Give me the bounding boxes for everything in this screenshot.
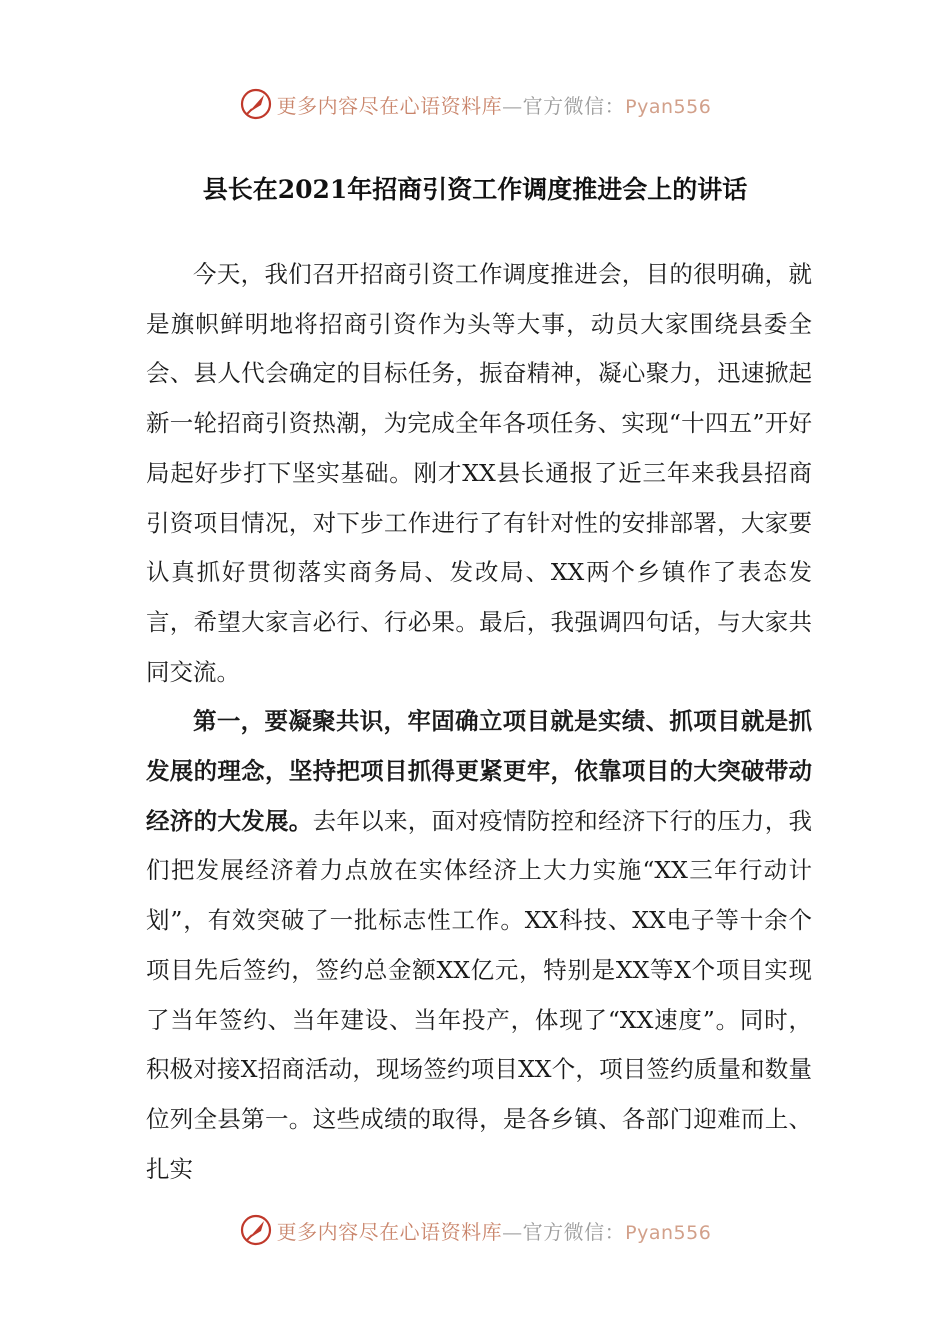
document-body bbox=[146, 250, 812, 1194]
watermark-wechat-id: Pyan556 bbox=[625, 95, 712, 118]
document-title: 县长在2021年招商引资工作调度推进会上的讲话 bbox=[202, 175, 748, 204]
paragraph-intro: 今天，我们召开招商引资工作调度推进会，目的很明确，就是旗帜鲜明地将招商引资作为头等大事，动员大家围绕县委全会、县人代会确定的目标任务，振奋精神，凝心聚力，迅速掀起新一轮招商引资热潮，为完成全年各项任务、实现“十四五”开好局起好步打下坚实基础。刚才XX县长通报了近三年来我县招商引资项目情况，对下步工作进行了有针对性的安排部署，大家要认真抓好贯彻落实商务局、发改局、XX两个乡镇作了表态发言，希望大家言必行、行必果。最后，我强调四句话，与大家共同交流。 bbox=[146, 260, 812, 686]
paragraph-first-point bbox=[146, 697, 812, 1194]
watermark-brand: 更多内容尽在心语资料库 bbox=[276, 1219, 503, 1244]
watermark-wechat-label: 官方微信： bbox=[522, 93, 626, 118]
quill-logo-icon bbox=[239, 1213, 273, 1247]
footer-watermark-banner bbox=[0, 1210, 950, 1250]
paragraph-first-point-body: 去年以来，面对疫情防控和经济下行的压力，我们把发展经济着力点放在实体经济上大力实施“XX三年行动计划”，有效突破了一批标志性工作。XX科技、XX电子等十余个项目先后签约，签约总金额XX亿元，特别是XX等X个项目实现了当年签约、当年建设、当年投产，体现了“XX速度”。同时，积极对接X招商活动，现场签约项目XX个，项目签约质量和数量位列全县第一。这些成绩的取得，是各乡镇、各部门迎难而上、扎实 bbox=[146, 806, 813, 1183]
watermark-brand: 更多内容尽在心语资料库 bbox=[276, 93, 503, 118]
watermark-separator: — bbox=[502, 93, 523, 118]
header-watermark-banner bbox=[0, 84, 950, 124]
quill-logo-icon bbox=[239, 87, 273, 121]
watermark-text bbox=[277, 90, 712, 119]
watermark-wechat-id: Pyan556 bbox=[625, 1221, 712, 1244]
watermark-text bbox=[277, 1216, 712, 1245]
watermark-wechat-label: 官方微信： bbox=[522, 1219, 626, 1244]
watermark-separator: — bbox=[502, 1219, 523, 1244]
paragraph-first-point-lead: 第一，要凝聚共识，牢固确立项目就是实绩、抓项目就是抓发展的理念，坚持把项目抓得更紧更牢，依靠项目的大突破带动经济的大发展。 bbox=[146, 707, 812, 835]
